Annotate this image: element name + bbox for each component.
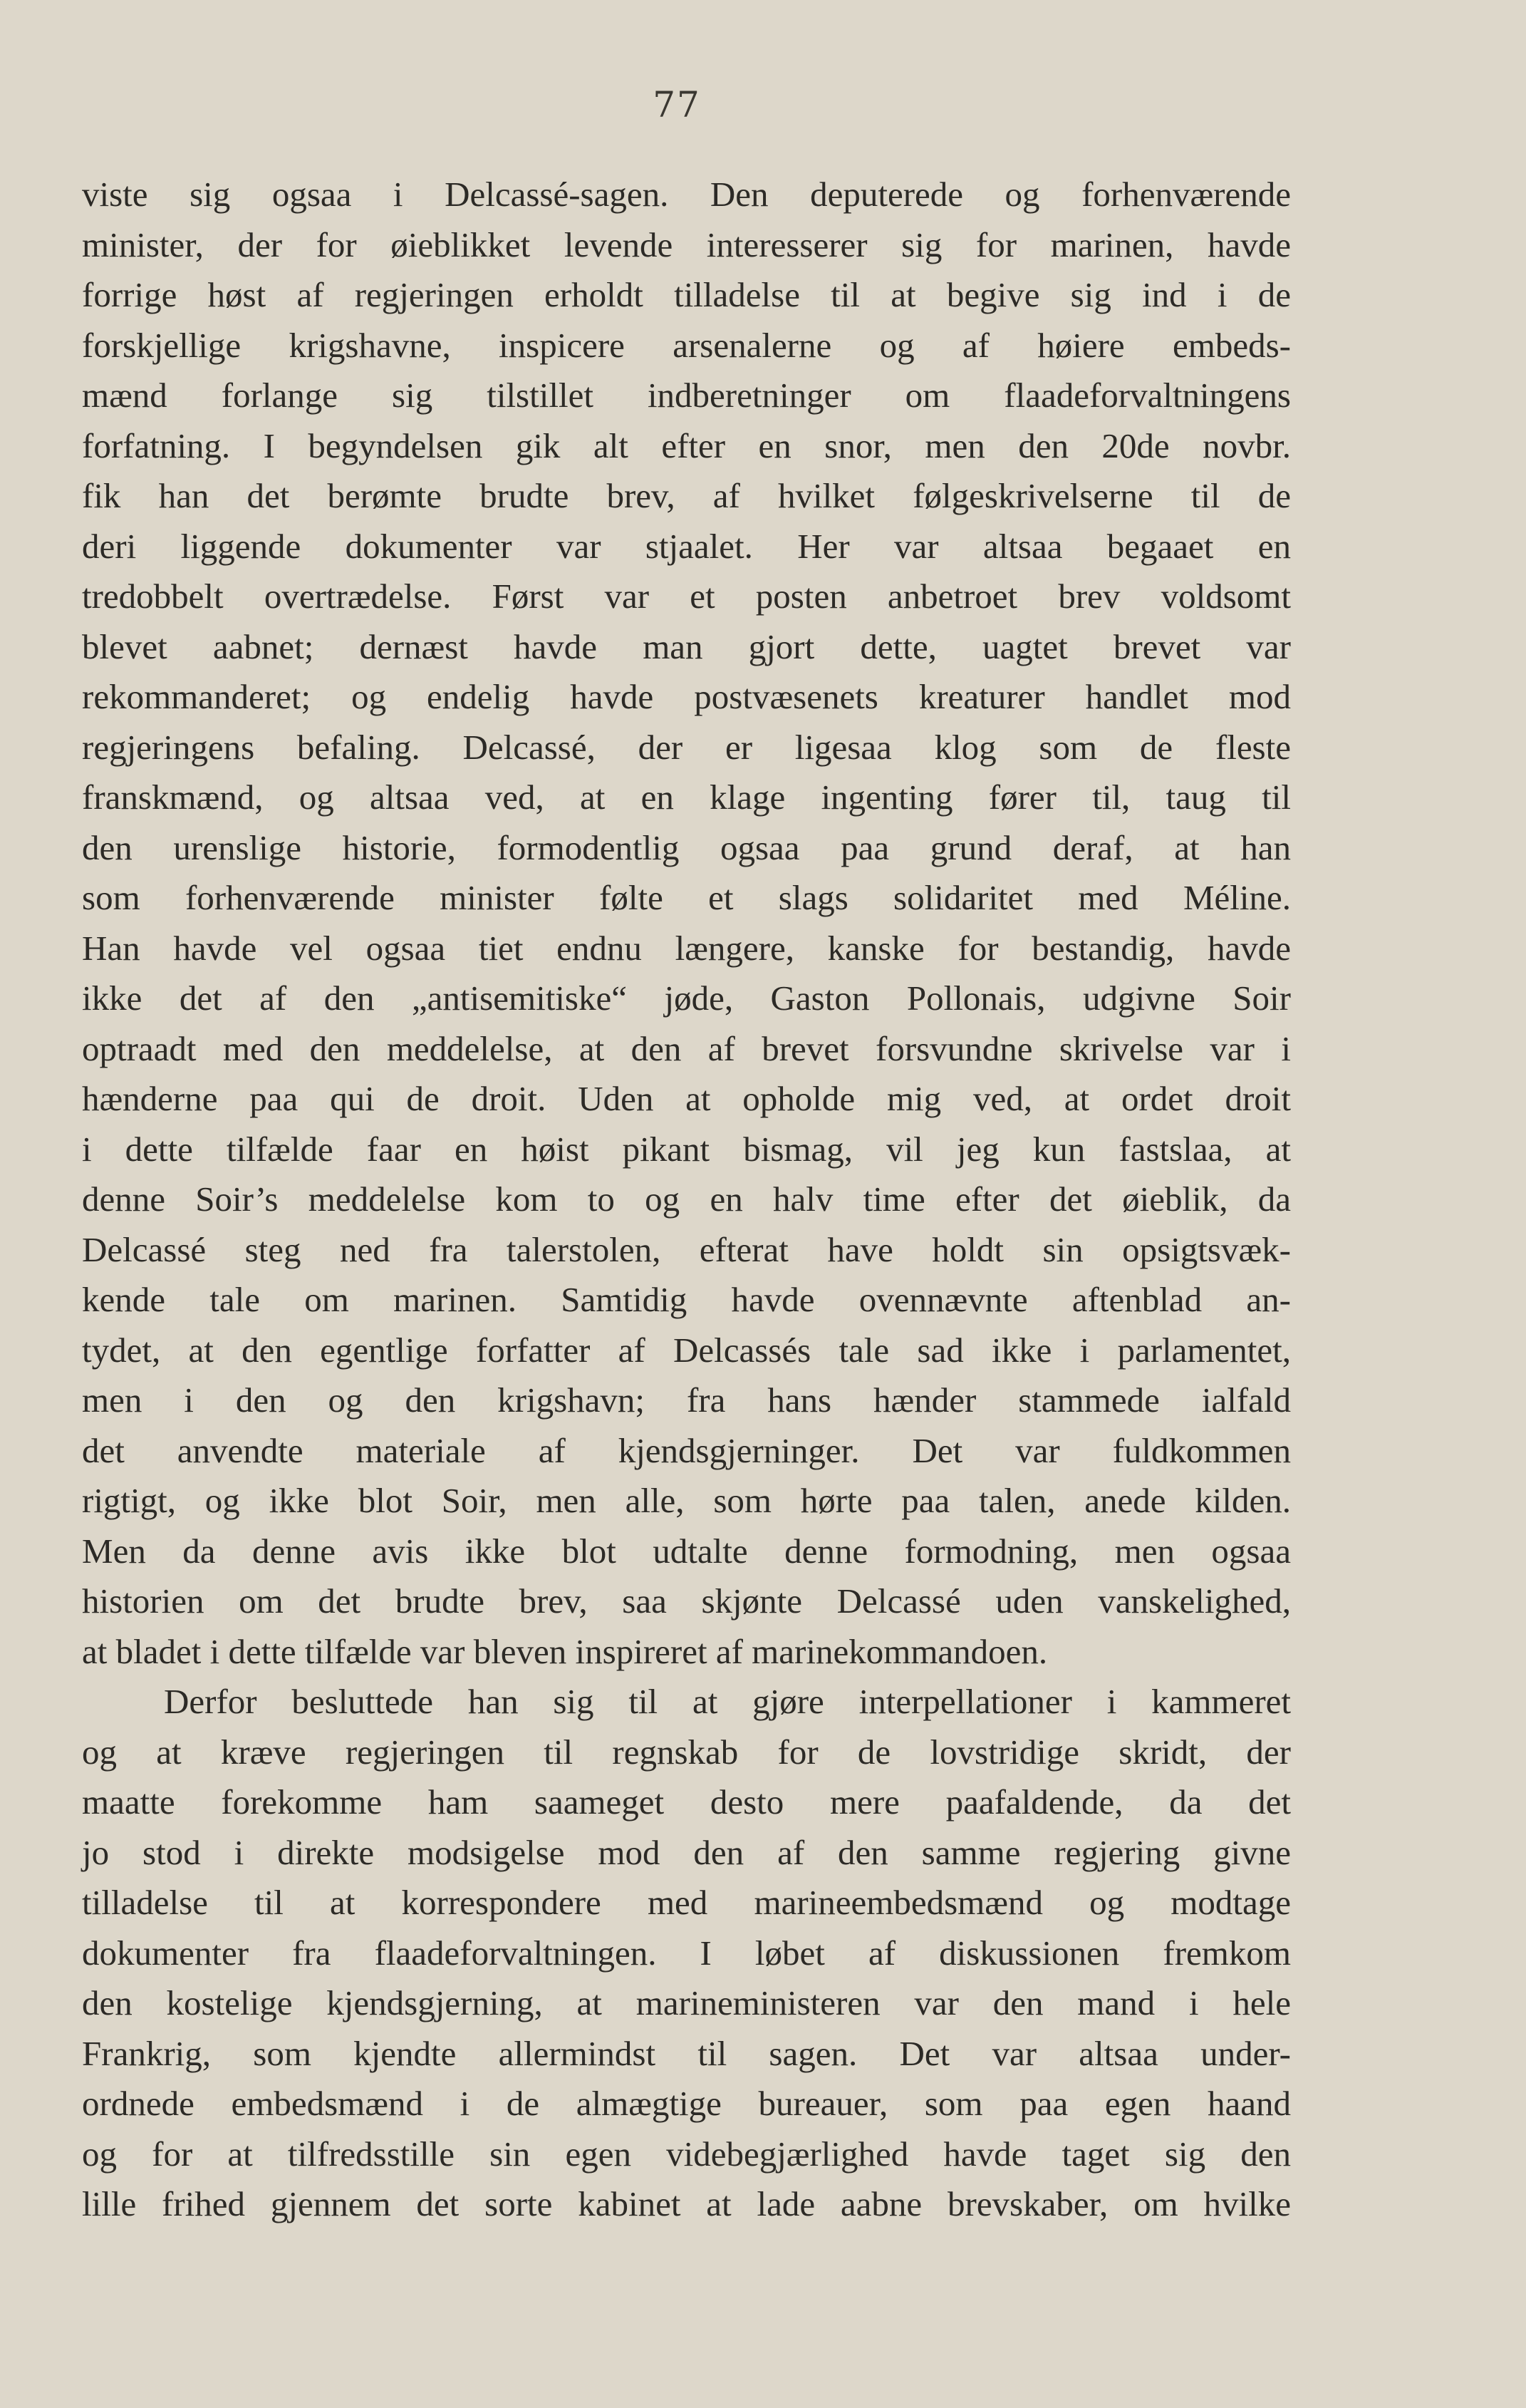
text-line: og for at tilfredsstille sin egen videbegjærlighed havde taget sig den [82, 2134, 1291, 2174]
text-line: Derfor besluttede han sig til at gjøre interpellationer i kammeret [164, 1682, 1291, 1721]
text-line: blevet aabnet; dernæst havde man gjort dette, uagtet brevet var [82, 626, 1291, 666]
text-line: jo stod i direkte modsigelse mod den af den samme regjering givne [82, 1832, 1291, 1872]
text-line: forskjellige krigshavne, inspicere arsenalerne og af høiere embeds- [82, 325, 1291, 365]
text-line: forfatning. I begyndelsen gik alt efter en snor, men den 20de novbr. [82, 425, 1291, 465]
text-line: og at kræve regjeringen til regnskab for de lovstridige skridt, der [82, 1732, 1291, 1772]
text-line: den urenslige historie, formodentlig ogsaa paa grund deraf, at han [82, 827, 1291, 867]
text-line: Men da denne avis ikke blot udtalte denne formodning, men ogsaa [82, 1531, 1291, 1571]
text-line: viste sig ogsaa i Delcassé-sagen. Den deputerede og forhenværende [82, 175, 1291, 214]
text-line: regjeringens befaling. Delcassé, der er ligesaa klog som de fleste [82, 727, 1291, 767]
text-line: ordnede embedsmænd i de almægtige bureauer, som paa egen haand [82, 2084, 1291, 2123]
text-line: som forhenværende minister følte et slags solidaritet med Méline. [82, 878, 1291, 917]
text-line: rekommanderet; og endelig havde postvæsenets kreaturer handlet mod [82, 677, 1291, 716]
text-line: Frankrig, som kjendte allermindst til sagen. Det var altsaa under- [82, 2033, 1291, 2073]
text-line: Han havde vel ogsaa tiet endnu længere, kanske for bestandig, havde [82, 928, 1291, 968]
page-number: 77 [653, 84, 701, 125]
text-line: maatte forekomme ham saameget desto mere paafaldende, da det [82, 1782, 1291, 1821]
text-line: kende tale om marinen. Samtidig havde ovennævnte aftenblad an- [82, 1280, 1291, 1319]
text-line: historien om det brudte brev, saa skjønte Delcassé uden vanskelighed, [82, 1581, 1291, 1621]
text-line: franskmænd, og altsaa ved, at en klage ingenting fører til, taug til [82, 777, 1291, 817]
text-line: den kostelige kjendsgjerning, at marineministeren var den mand i hele [82, 1983, 1291, 2022]
body-text [82, 170, 1291, 2230]
text-line: Delcassé steg ned fra talerstolen, efterat have holdt sin opsigtsvæk- [82, 1229, 1291, 1269]
text-line: men i den og den krigshavn; fra hans hænder stammede ialfald [82, 1380, 1291, 1420]
text-line: dokumenter fra flaadeforvaltningen. I løbet af diskussionen fremkom [82, 1933, 1291, 1973]
text-line: ikke det af den „antisemitiske“ jøde, Gaston Pollonais, udgivne Soir [82, 978, 1291, 1018]
text-line: tilladelse til at korrespondere med marineembedsmænd og modtage [82, 1883, 1291, 1922]
text-line: deri liggende dokumenter var stjaalet. Her var altsaa begaaet en [82, 526, 1291, 566]
text-line: fik han det berømte brudte brev, af hvilket følgeskrivelserne til de [82, 476, 1291, 515]
text-line: tydet, at den egentlige forfatter af Delcassés tale sad ikke i parlamentet, [82, 1330, 1291, 1370]
text-line: lille frihed gjennem det sorte kabinet at lade aabne brevskaber, om hvilke [82, 2184, 1291, 2223]
text-line: det anvendte materiale af kjendsgjerninger. Det var fuldkommen [82, 1430, 1291, 1470]
text-line: minister, der for øieblikket levende interesserer sig for marinen, havde [82, 224, 1291, 264]
text-line: hænderne paa qui de droit. Uden at opholde mig ved, at ordet droit [82, 1079, 1291, 1118]
text-line: rigtigt, og ikke blot Soir, men alle, som hørte paa talen, anede kilden. [82, 1481, 1291, 1520]
text-line: optraadt med den meddelelse, at den af brevet forsvundne skrivelse var i [82, 1028, 1291, 1068]
text-line: mænd forlange sig tilstillet indberetninger om flaadeforvaltningens [82, 376, 1291, 415]
text-line: i dette tilfælde faar en høist pikant bismag, vil jeg kun fastslaa, at [82, 1129, 1291, 1169]
text-line: forrige høst af regjeringen erholdt tilladelse til at begive sig ind i de [82, 275, 1291, 314]
text-line: at bladet i dette tilfælde var bleven inspireret af marinekommandoen. [82, 1631, 1048, 1671]
text-line: denne Soir’s meddelelse kom to og en halv time efter det øieblik, da [82, 1179, 1291, 1219]
text-line: tredobbelt overtrædelse. Først var et posten anbetroet brev voldsomt [82, 577, 1291, 616]
